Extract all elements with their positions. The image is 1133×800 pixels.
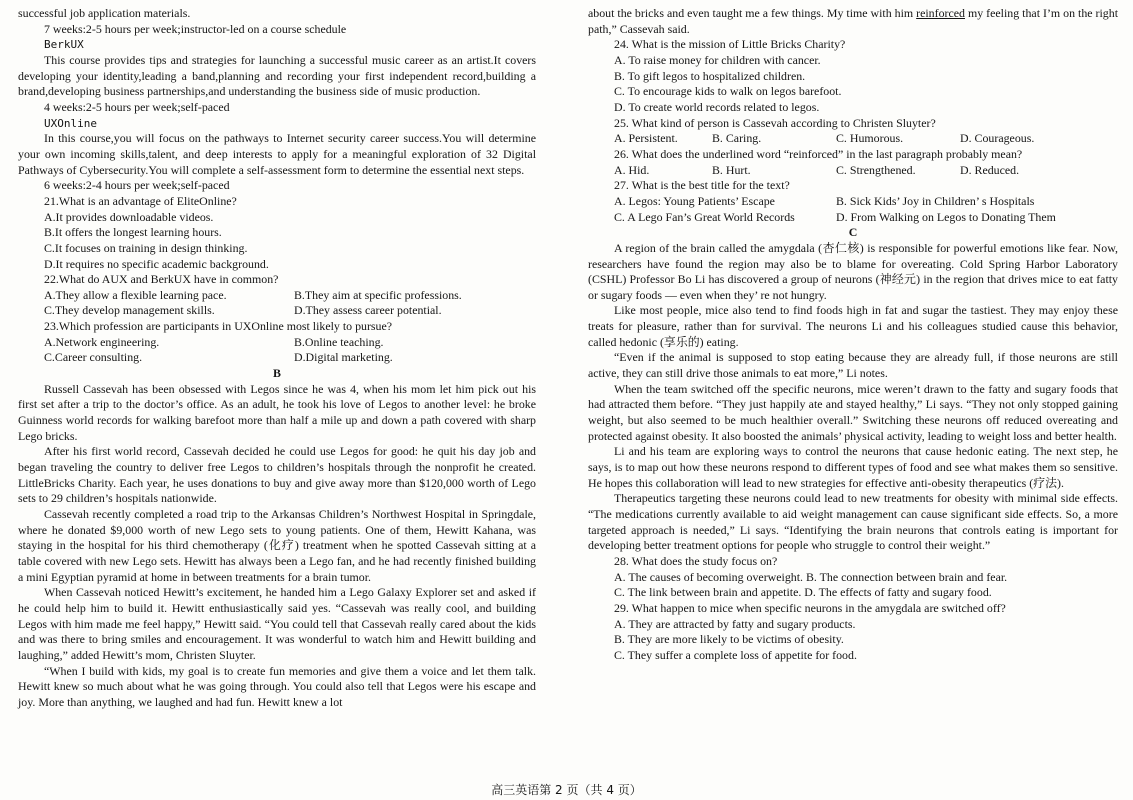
course-description: In this course,you will focus on the pathways to Internet security career success.You will determine your own incoming skills,talent, and deep interests to apply for a meaningful exploration of 32 Digital Pathways of Cybersecurity.You will complete a self-assessment form to determine the essential next steps. — [18, 131, 536, 177]
question-22: 22.What do AUX and BerkUX have in common? — [44, 272, 279, 287]
right-column — [588, 6, 1118, 664]
option: D. To create world records related to legos. — [614, 99, 820, 114]
question-28: 28. What does the study focus on? — [614, 553, 778, 568]
option: B.They aim at specific professions. — [294, 287, 462, 302]
passage-paragraph: After his first world record, Cassevah decided he could use Legos for good: he quit his day job and began traveling the country to deliver free Legos to children’s hospitals through the nonprofit he created. LittleBricks Charity. Each year, he uses donations to buy and give away more than $120,000 worth of Lego sets to 29 children’s hospitals nationwide. — [18, 444, 536, 506]
option: C. A Lego Fan’s Great World Records — [614, 209, 795, 224]
option-row — [588, 194, 1118, 210]
option: B. They are more likely to be victims of obesity. — [614, 632, 844, 647]
option: A.It provides downloadable videos. — [44, 209, 214, 224]
text-span: my feeling that I’m on the right path,” Cassevah said. — [588, 6, 1118, 36]
option: A.Network engineering. — [44, 334, 160, 349]
option-row — [18, 288, 536, 304]
passage-paragraph: When the team switched off the specific neurons, mice weren’t drawn to the fatty and sugary foods that had attracted them before. “They just happily ate and stayed healthy,” Li says. “They not only stopped gaining weight, but also seemed to be much healthier overall.” Switching these neurons off reduced overeating and protected against obesity. It also boosted the animals’ physical activity, leading to weight loss and better health. — [588, 381, 1118, 443]
option: C. To encourage kids to walk on legos barefoot. — [614, 84, 842, 99]
course-name-uxonline: UXOnline — [44, 116, 97, 130]
question-21: 21.What is an advantage of EliteOnline? — [44, 193, 237, 208]
passage-paragraph: Russell Cassevah has been obsessed with Legos since he was 4, when his mom let him pick out his first set after a trip to the doctor’s office. As an adult, he took his love of Legos to another level: he broke Guinness world records for walking barefoot more than half a mile up and down a path covered with sharp Lego bricks. — [18, 381, 536, 443]
text-span: about the bricks and even taught me a few things. My time with him — [588, 6, 917, 20]
option: D. Reduced. — [960, 162, 1020, 177]
passage-paragraph: Li and his team are exploring ways to control the neurons that cause hedonic eating. The next step, he says, is to map out how these neurons respond to different types of food and see what makes them so sensitive. He hopes this collaboration will lead to new strategies for effective anti-obesity therapeutics (疗法). — [588, 444, 1118, 490]
passage-paragraph: When Cassevah noticed Hewitt’s excitement, he handed him a Lego Galaxy Explorer set and asked if he could help him to build it. Hewitt enthusiastically said yes. “Cassevah was really cool, and building Legos with him made me feel happy,” Hewitt said. “You could tell that Cassevah really cared about the kids and was there to bring smiles and encouragement. It was wonderful to watch him and Hewitt building and laughing,” added Hewitt’s mom, Christen Sluyter. — [18, 585, 536, 662]
option: C.Career consulting. — [44, 350, 143, 365]
option: A. Legos: Young Patients’ Escape — [614, 193, 775, 208]
option: B. Sick Kids’ Joy in Children’ s Hospitals — [836, 193, 1035, 208]
option: C. They suffer a complete loss of appetite for food. — [614, 647, 857, 662]
option-row — [18, 335, 536, 351]
option-row: A. The causes of becoming overweight. B. The connection between brain and fear. — [614, 569, 1008, 584]
course-duration: 6 weeks:2-4 hours per week;self-paced — [44, 178, 230, 193]
question-25: 25. What kind of person is Cassevah according to Christen Sluyter? — [614, 115, 936, 130]
course-duration: 7 weeks:2-5 hours per week;instructor-led on a course schedule — [44, 21, 347, 36]
option: B. Hurt. — [712, 162, 751, 177]
question-24: 24. What is the mission of Little Bricks Charity? — [614, 37, 846, 52]
option: C.It focuses on training in design thinking. — [44, 240, 248, 255]
passage-paragraph: Cassevah recently completed a road trip to the Arkansas Children’s Northwest Hospital in Springdale, where he donated $9,000 worth of new Lego sets to young patients. One of them, Hewitt Kahana, was staying in the hospital for his third chemotherapy (化疗) treatment when he spotted Cassevah sitting at a table covered with new Lego sets. Hewitt has always been a Lego fan, and he had recently finished building a mini Egyptian pyramid at home in between treatments for a brain tumor. — [18, 507, 536, 584]
option-row — [18, 350, 536, 366]
question-26: 26. What does the underlined word “reinforced” in the last paragraph probably mean? — [614, 146, 1023, 161]
option: A. They are attracted by fatty and sugary products. — [614, 616, 856, 631]
text-line: successful job application materials. — [18, 6, 191, 20]
option: D. From Walking on Legos to Donating Them — [836, 209, 1056, 224]
option-row — [588, 131, 1118, 147]
section-heading-c: C — [848, 225, 858, 240]
passage-paragraph: “When I build with kids, my goal is to create fun memories and give them a voice and let them talk. Hewitt knew so much about what he was going through. You could also tell that Legos were his escape and joy. More than anything, we laughed and had fun. Hewitt knew a lot — [18, 663, 536, 709]
page-footer: 高三英语第 2 页（共 4 页） — [491, 783, 642, 797]
option-row — [588, 163, 1118, 179]
option-row: C. The link between brain and appetite. D. The effects of fatty and sugary food. — [614, 585, 992, 600]
course-description: This course provides tips and strategies for launching a successful music career as an artist.It covers developing your identity,leading a band,planning and recording your first independent record,building a brand,developing business partnerships,and understanding the business side of music production. — [18, 52, 536, 99]
option: C. Humorous. — [836, 131, 904, 146]
option: D.Digital marketing. — [294, 350, 393, 365]
option-row — [588, 210, 1118, 226]
option: B.Online teaching. — [294, 334, 384, 349]
option: B. Caring. — [712, 131, 762, 146]
option: A. Persistent. — [614, 131, 678, 146]
passage-paragraph: Therapeutics targeting these neurons could lead to new treatments for obesity with minimal side effects. “The medications currently available to aid weight management can cause significant side effects. So, a more targeted approach is needed,” Li says. “Identifying the brain neurons that controls eating is important for developing better treatment options for people who struggle to control their weight.” — [588, 491, 1118, 553]
option: C. Strengthened. — [836, 162, 916, 177]
option: D.It requires no specific academic background. — [44, 256, 269, 271]
passage-paragraph: “Even if the animal is supposed to stop eating because they are already full, if those neurons are still active, they can still drive those animals to eat more,” Li notes. — [588, 350, 1118, 381]
option: A.They allow a flexible learning pace. — [44, 287, 227, 302]
question-23: 23.Which profession are participants in UXOnline most likely to pursue? — [44, 319, 393, 334]
option: B.It offers the longest learning hours. — [44, 225, 222, 240]
option: A. Hid. — [614, 162, 650, 177]
option: A. To raise money for children with cancer. — [614, 52, 821, 67]
course-duration: 4 weeks:2-5 hours per week;self-paced — [44, 99, 230, 114]
passage-paragraph: A region of the brain called the amygdala (杏仁核) is responsible for powerful emotions like fear. Now, researchers have found the region may also be to blame for overeating. Cold Spring Harbor Laboratory (CSHL) Professor Bo Li has discovered a group of neurons (神经元) in the region that drives mice to eat fatty or sugary foods — even when they’ re not hungry. — [588, 240, 1118, 302]
option-row — [18, 303, 536, 319]
question-29: 29. What happen to mice when specific neurons in the amygdala are switched off? — [614, 600, 1006, 615]
question-27: 27. What is the best title for the text? — [614, 178, 790, 193]
left-column — [18, 6, 536, 711]
underlined-word: reinforced — [916, 6, 965, 20]
section-heading-b: B — [273, 366, 281, 381]
course-name-berkux: BerkUX — [44, 38, 84, 52]
option: D. Courageous. — [960, 131, 1035, 146]
option: D.They assess career potential. — [294, 303, 442, 318]
option: C.They develop management skills. — [44, 303, 215, 318]
option: B. To gift legos to hospitalized children. — [614, 68, 806, 83]
passage-paragraph: Like most people, mice also tend to find foods high in fat and sugar the tastiest. They may enjoy these treats for pleasure, rather than for survival. The neurons Li and his colleagues studied cause this behavior, called hedonic (享乐的) eating. — [588, 303, 1118, 349]
passage-paragraph — [588, 6, 1118, 37]
